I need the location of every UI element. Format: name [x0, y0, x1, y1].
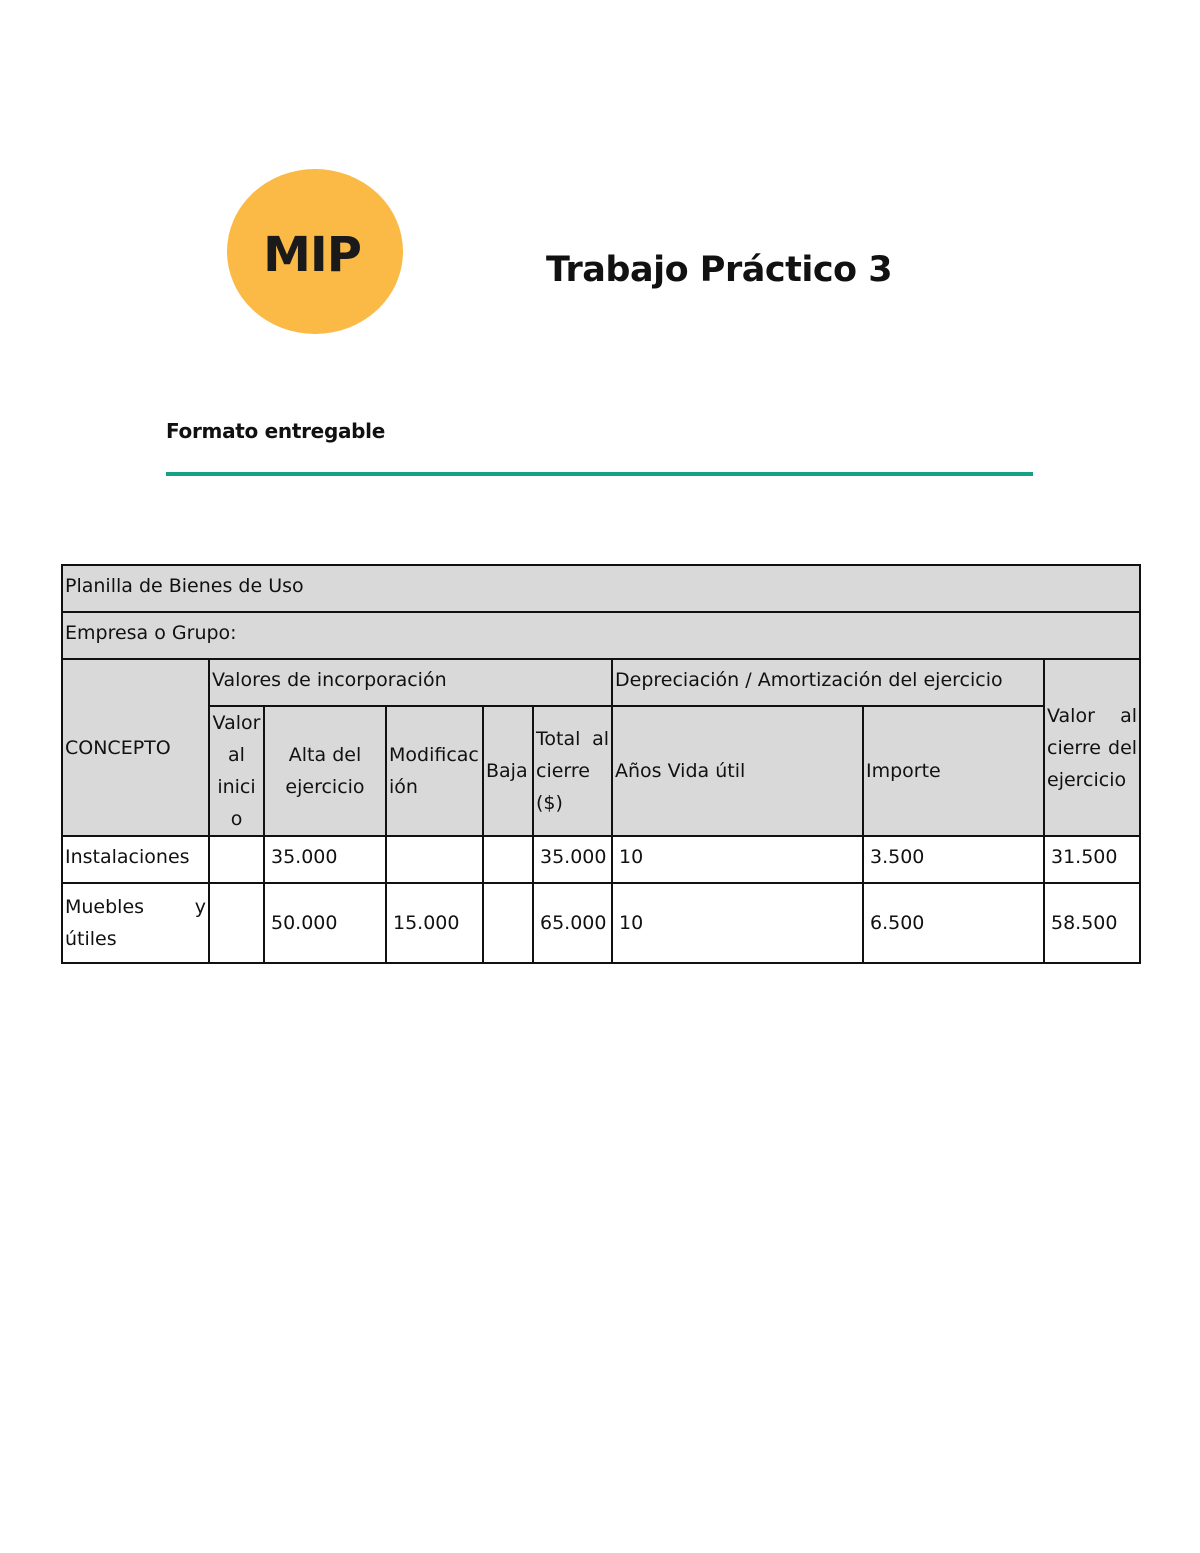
cell-concepto: Muebles y útiles: [62, 883, 209, 963]
cell-alta: 50.000: [264, 883, 386, 963]
cell-total-cierre: 35.000: [533, 836, 612, 883]
company-cell: Empresa o Grupo:: [62, 612, 1140, 659]
cell-baja: [483, 836, 533, 883]
cell-valor-inicio: [209, 883, 264, 963]
cell-valor-cierre: 58.500: [1044, 883, 1140, 963]
header-importe: Importe: [863, 706, 1044, 836]
header-anios-vida-util: Años Vida útil: [612, 706, 863, 836]
header-concepto: CONCEPTO: [62, 659, 209, 836]
cell-modificacion: 15.000: [386, 883, 483, 963]
cell-anios: 10: [612, 836, 863, 883]
table-row: [62, 836, 1140, 883]
cell-valor-cierre: 31.500: [1044, 836, 1140, 883]
cell-alta: 35.000: [264, 836, 386, 883]
divider-line: [166, 472, 1033, 476]
page-title: Trabajo Práctico 3: [546, 250, 893, 290]
header-alta: Alta del ejercicio: [264, 706, 386, 836]
header-valor-cierre: Valor al cierre del ejercicio: [1044, 659, 1140, 836]
header-total-cierre: Total al cierre ($): [533, 706, 612, 836]
header-valores-incorporacion: Valores de incorporación: [209, 659, 612, 706]
cell-concepto: Instalaciones: [62, 836, 209, 883]
cell-importe: 6.500: [863, 883, 1044, 963]
table-row: [62, 883, 1140, 963]
header-modificacion: Modificación: [386, 706, 483, 836]
cell-baja: [483, 883, 533, 963]
section-subtitle: Formato entregable: [166, 419, 385, 443]
logo-text: MIP: [263, 226, 361, 283]
cell-valor-inicio: [209, 836, 264, 883]
bienes-de-uso-table: [61, 564, 1141, 964]
cell-modificacion: [386, 836, 483, 883]
mip-logo: [227, 169, 403, 334]
table-title-cell: Planilla de Bienes de Uso: [62, 565, 1140, 612]
cell-importe: 3.500: [863, 836, 1044, 883]
cell-anios: 10: [612, 883, 863, 963]
header-baja: Baja: [483, 706, 533, 836]
header-valor-inicio: Valor al inicio: [209, 706, 264, 836]
cell-total-cierre: 65.000: [533, 883, 612, 963]
header-depreciacion: Depreciación / Amortización del ejercicio: [612, 659, 1044, 706]
